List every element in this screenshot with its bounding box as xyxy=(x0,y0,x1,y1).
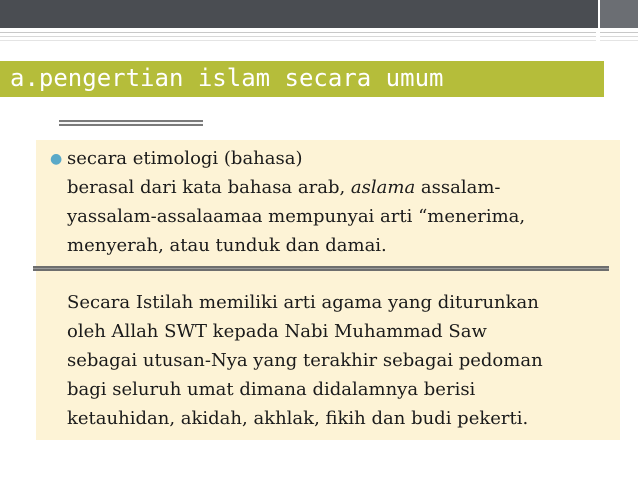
bullet-line-1 xyxy=(67,173,501,202)
bullet-line-1-em: aslama xyxy=(350,177,416,198)
decorative-line xyxy=(600,32,638,33)
bullet-line-1-post: assalam- xyxy=(415,177,501,198)
top-bar-dark-segment xyxy=(0,0,598,28)
decorative-lines xyxy=(0,32,638,44)
decorative-line xyxy=(0,36,596,37)
decorative-line xyxy=(600,36,638,37)
section-divider xyxy=(33,266,609,271)
paragraph-line: oleh Allah SWT kepada Nabi Muhammad Saw xyxy=(67,321,487,342)
paragraph-line: Secara Istilah memiliki arti agama yang diturunkan xyxy=(67,292,539,313)
title-band xyxy=(0,61,604,97)
bullet-icon: ● xyxy=(50,151,63,167)
bullet-line-1-pre: berasal dari kata bahasa arab, xyxy=(67,177,351,198)
paragraph-line: ketauhidan, akidah, akhlak, fikih dan budi pekerti. xyxy=(67,408,529,429)
decorative-line xyxy=(0,32,596,33)
title-underline xyxy=(59,120,203,126)
top-bar-right-segment xyxy=(598,0,638,28)
bullet-line-2: yassalam-assalaamaa mempunyai arti “menerima, xyxy=(67,206,526,227)
paragraph-line: sebagai utusan-Nya yang terakhir sebagai pedoman xyxy=(67,350,543,371)
slide-title: a.pengertian islam secara umum xyxy=(10,64,444,92)
decorative-line xyxy=(600,40,638,41)
decorative-line xyxy=(0,40,596,41)
bullet-line-3: menyerah, atau tunduk dan damai. xyxy=(67,235,387,256)
paragraph-line: bagi seluruh umat dimana didalamnya berisi xyxy=(67,379,476,400)
bullet-heading: secara etimologi (bahasa) xyxy=(67,148,303,169)
top-decorative-bar xyxy=(0,0,638,28)
